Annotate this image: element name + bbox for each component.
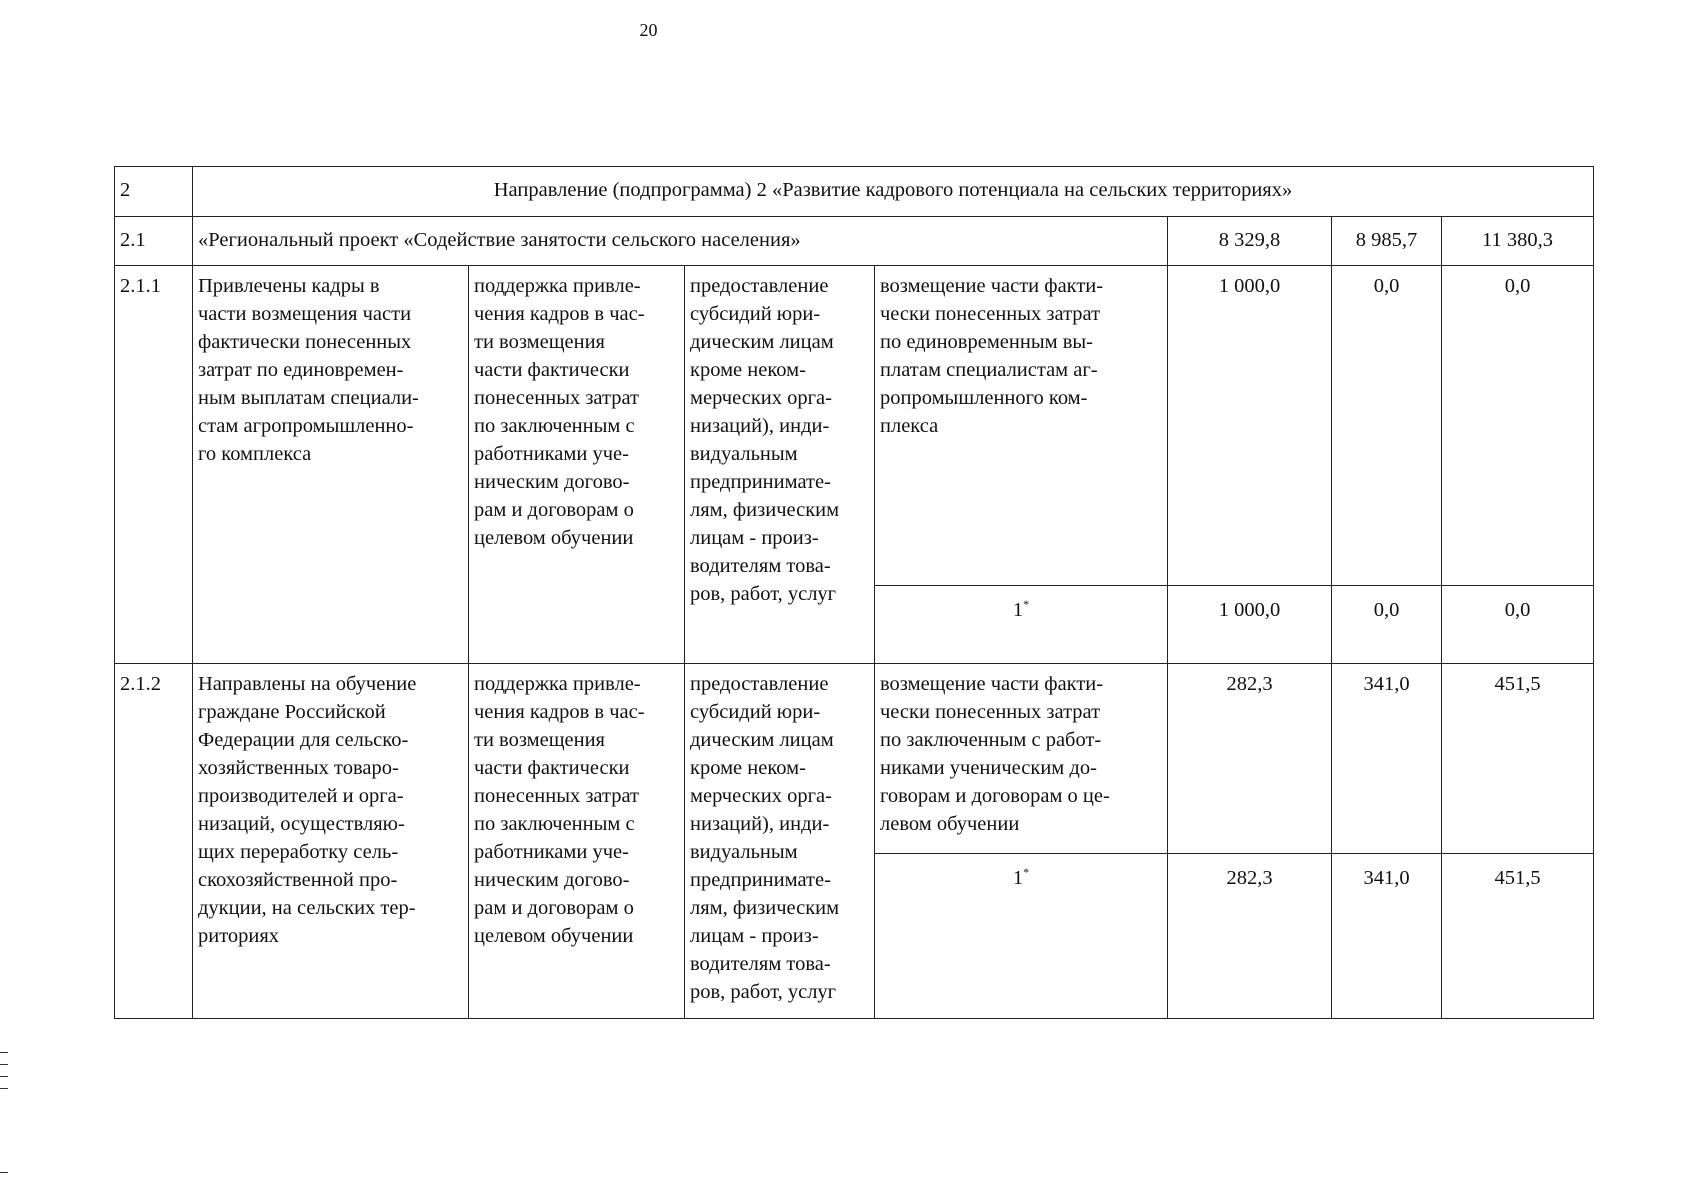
row-value-2: 341,0	[1332, 664, 1442, 854]
direction-row	[115, 167, 1594, 217]
scan-margin-mark	[0, 1076, 8, 1077]
subrow-label: 1*	[875, 854, 1168, 1019]
project-value-3: 11 380,3	[1442, 217, 1594, 266]
row-value-1: 1 000,0	[1168, 266, 1332, 586]
program-table	[114, 166, 1594, 1019]
footnote-mark: *	[1023, 597, 1030, 612]
direction-title: Направление (подпрограмма) 2 «Развитие кадрового потенциала на сельских территориях»	[193, 167, 1594, 217]
table-row	[115, 266, 1594, 586]
project-row	[115, 217, 1594, 266]
subrow-value-2: 0,0	[1332, 586, 1442, 664]
subrow-value-3: 451,5	[1442, 854, 1594, 1019]
scan-margin-mark	[0, 1088, 8, 1089]
row-result: Направлены на обучение граждане Российской Федерации для сельско- хозяйственных товаро- производителей и орга- низаций, осуществляю- щих переработку сель- скохозяйственной про- дукции, на сельских тер- риториях	[193, 664, 469, 1019]
row-code: 2.1.1	[115, 266, 193, 664]
table-row	[115, 664, 1594, 854]
row-purpose: возмещение части факти- чески понесенных затрат по заключенным с работ- никами ученическим до- говорам и договорам о це- левом обучении	[875, 664, 1168, 854]
row-value-3: 0,0	[1442, 266, 1594, 586]
row-value-1: 282,3	[1168, 664, 1332, 854]
row-value-2: 0,0	[1332, 266, 1442, 586]
direction-code: 2	[115, 167, 193, 217]
project-code: 2.1	[115, 217, 193, 266]
scan-margin-mark	[0, 1064, 8, 1065]
scan-margin-mark	[0, 1172, 8, 1173]
subrow-value-2: 341,0	[1332, 854, 1442, 1019]
subrow-value-1: 282,3	[1168, 854, 1332, 1019]
row-measure: поддержка привле- чения кадров в час- ти возмещения части фактически понесенных затрат по заключенным с работниками уче- ническим догово- рам и договорам о целевом обучении	[469, 664, 685, 1019]
row-mechanism: предоставление субсидий юри- дическим лицам кроме неком- мерческих орга- низаций), инди- видуальным предпринимате- лям, физическим лицам - произ- водителям това- ров, работ, услуг	[685, 266, 875, 664]
footnote-mark: *	[1023, 865, 1030, 880]
subrow-value-1: 1 000,0	[1168, 586, 1332, 664]
row-mechanism: предоставление субсидий юри- дическим лицам кроме неком- мерческих орга- низаций), инди- видуальным предпринимате- лям, физическим лицам - произ- водителям това- ров, работ, услуг	[685, 664, 875, 1019]
row-measure: поддержка привле- чения кадров в час- ти возмещения части фактически понесенных затрат по заключенным с работниками уче- ническим догово- рам и договорам о целевом обучении	[469, 266, 685, 664]
row-result: Привлечены кадры в части возмещения части фактически понесенных затрат по единовремен- ным выплатам специали- стам агропромышленно- го комплекса	[193, 266, 469, 664]
project-value-1: 8 329,8	[1168, 217, 1332, 266]
scan-margin-mark	[0, 1052, 8, 1053]
row-value-3: 451,5	[1442, 664, 1594, 854]
row-code: 2.1.2	[115, 664, 193, 1019]
project-value-2: 8 985,7	[1332, 217, 1442, 266]
subrow-label: 1*	[875, 586, 1168, 664]
page-number: 20	[639, 20, 658, 40]
subrow-value-3: 0,0	[1442, 586, 1594, 664]
project-title: «Региональный проект «Содействие занятости сельского населения»	[193, 217, 1168, 266]
row-purpose: возмещение части факти- чески понесенных затрат по единовременным вы- платам специалистам аг- ропромышленного ком- плекса	[875, 266, 1168, 586]
